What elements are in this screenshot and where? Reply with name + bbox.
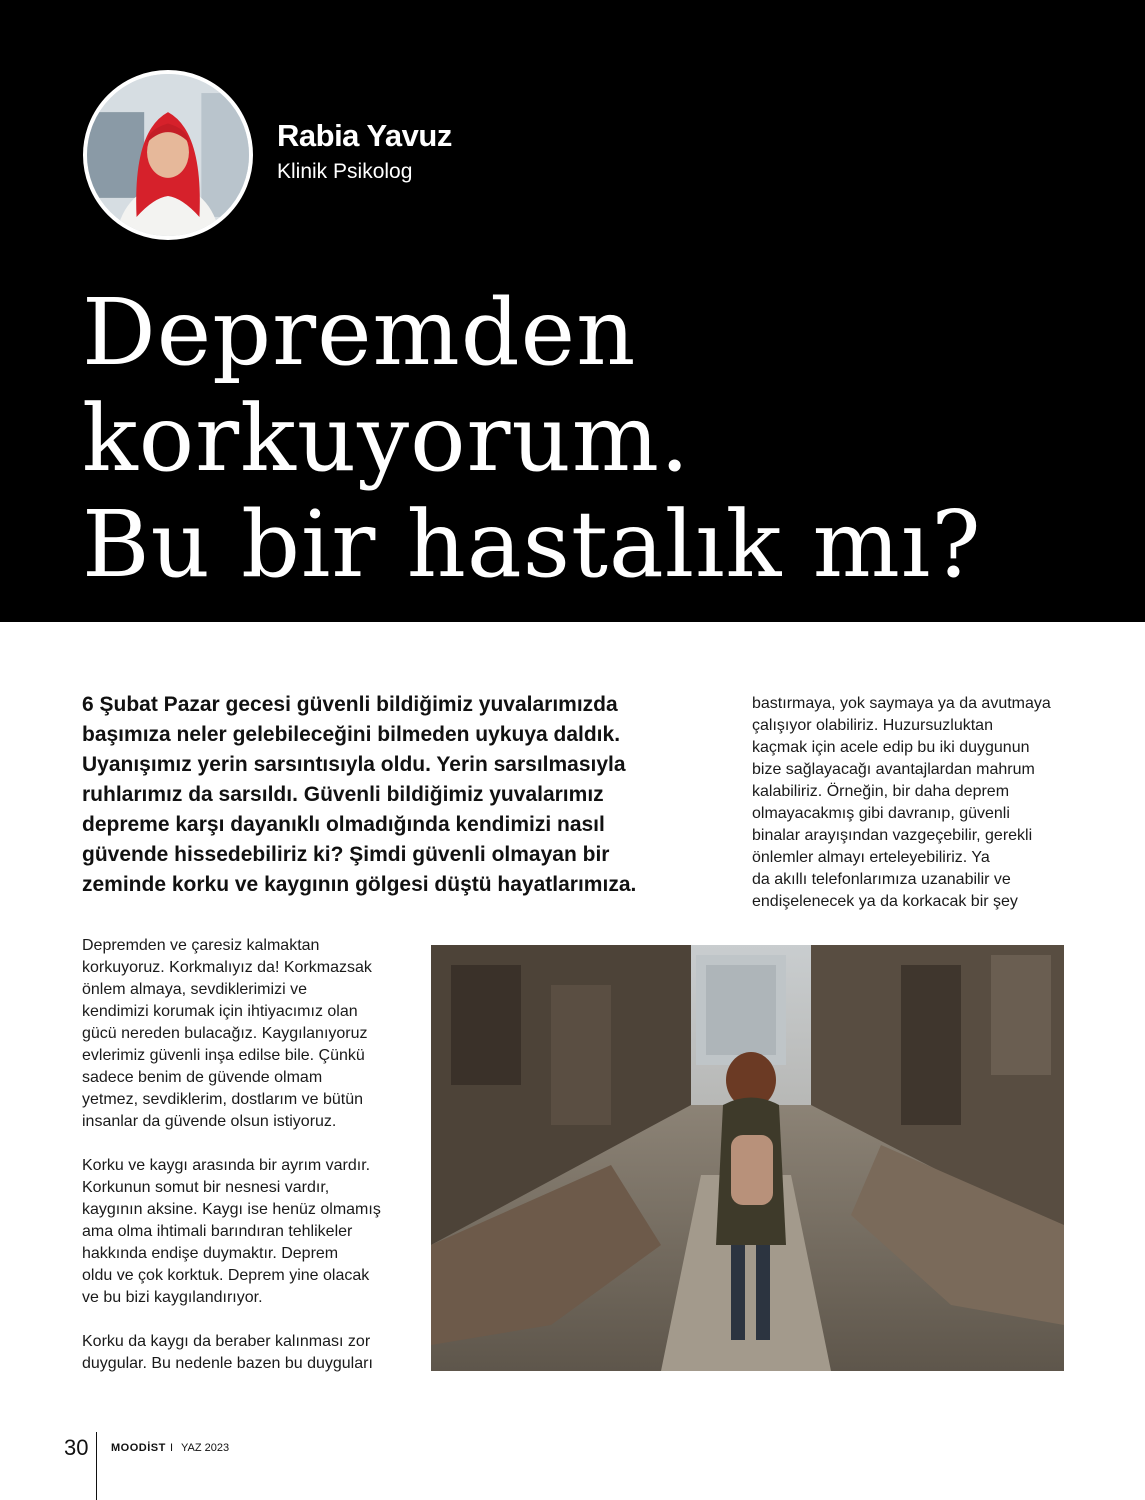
footer-divider [96,1432,97,1500]
body-line: endişelenecek ya da korkacak bir şey [752,893,1018,910]
body-line: önlemler almayı erteleyebiliriz. Ya [752,849,990,866]
body-line: kalabiliriz. Örneğin, bir daha deprem [752,783,1010,800]
body-line: kaygının aksine. Kaygı ise henüz olmamış [82,1201,381,1218]
body-line: duygular. Bu nedenle bazen bu duyguları [82,1355,373,1372]
lead-line: ruhlarımız da sarsıldı. Güvenli bildiğimiz yuvalarımız [82,783,604,806]
lead-line: güvende hissedebiliriz ki? Şimdi güvenli olmayan bir [82,843,610,866]
body-line: sadece benim de güvende olmam [82,1069,323,1086]
body-column-right [752,693,1082,913]
body-line: korkuyoruz. Korkmalıyız da! Korkmazsak [82,959,372,976]
lead-line: Uyanışımız yerin sarsıntısıyla oldu. Yerin sarsılmasıyla [82,753,626,776]
body-line: binalar arayışından vazgeçebilir, gerekli [752,827,1033,844]
lead-paragraph [82,690,722,900]
author-name: Rabia Yavuz [277,118,452,153]
magazine-name: MOODİST [111,1442,166,1454]
body-line: çalışıyor olabiliriz. Huzursuzluktan [752,717,993,734]
page-number: 30 [64,1435,89,1460]
body-line: gücü nereden bulacağız. Kaygılanıyoruz [82,1025,368,1042]
body-line: ama olma ihtimali barındıran tehlikeler [82,1223,353,1240]
article-photo [431,945,1064,1371]
body-line: da akıllı telefonlarımıza uzanabilir ve [752,871,1011,888]
body-line: yetmez, sevdiklerim, dostlarım ve bütün [82,1091,363,1108]
body-line: bastırmaya, yok saymaya ya da avutmaya [752,695,1051,712]
footer-separator: I [170,1442,174,1454]
body-line: insanlar da güvende olsun istiyoruz. [82,1113,337,1130]
body-column-left [82,935,412,1397]
body-line: ve bu bizi kaygılandırıyor. [82,1289,263,1306]
body-line: hakkında endişe duymaktır. Deprem [82,1245,339,1262]
headline-line: Depremden [82,279,637,386]
issue-label: YAZ 2023 [181,1442,230,1454]
lead-line: depreme karşı dayanıklı olmadığında kendimizi nasıl [82,813,605,836]
lead-line: başımıza neler gelebileceğini bilmeden uykuya daldık. [82,723,621,746]
body-line: oldu ve çok korktuk. Deprem yine olacak [82,1267,370,1284]
ruined-street-photo-icon [431,945,1064,1371]
body-line: Korku ve kaygı arasında bir ayrım vardır. [82,1157,371,1174]
body-paragraph [82,1155,412,1309]
article-headline [82,280,982,598]
body-line: bize sağlayacağı avantajlardan mahrum [752,761,1035,778]
body-line: kendimizi korumak için ihtiyacımız olan [82,1003,358,1020]
body-line: evlerimiz güvenli inşa edilse bile. Çünkü [82,1047,365,1064]
body-line: Korku da kaygı da beraber kalınması zor [82,1333,371,1350]
author-portrait-icon [87,74,249,236]
lead-line: zeminde korku ve kaygının gölgesi düştü hayatlarımıza. [82,873,637,896]
author-avatar [83,70,253,240]
body-line: Korkunun somut bir nesnesi vardır, [82,1179,330,1196]
body-paragraph [82,935,412,1133]
headline-line: Bu bir hastalık mı? [82,491,982,598]
lead-line: 6 Şubat Pazar gecesi güvenli bildiğimiz yuvalarımızda [82,693,618,716]
author-role: Klinik Psikolog [277,160,413,183]
body-line: Depremden ve çaresiz kalmaktan [82,937,320,954]
body-line: kaçmak için acele edip bu iki duygunun [752,739,1030,756]
body-paragraph [82,1331,412,1375]
headline-line: korkuyorum. [82,385,691,492]
body-line: olmayacakmış gibi davranıp, güvenli [752,805,1010,822]
body-line: önlem almaya, sevdiklerimizi ve [82,981,307,998]
